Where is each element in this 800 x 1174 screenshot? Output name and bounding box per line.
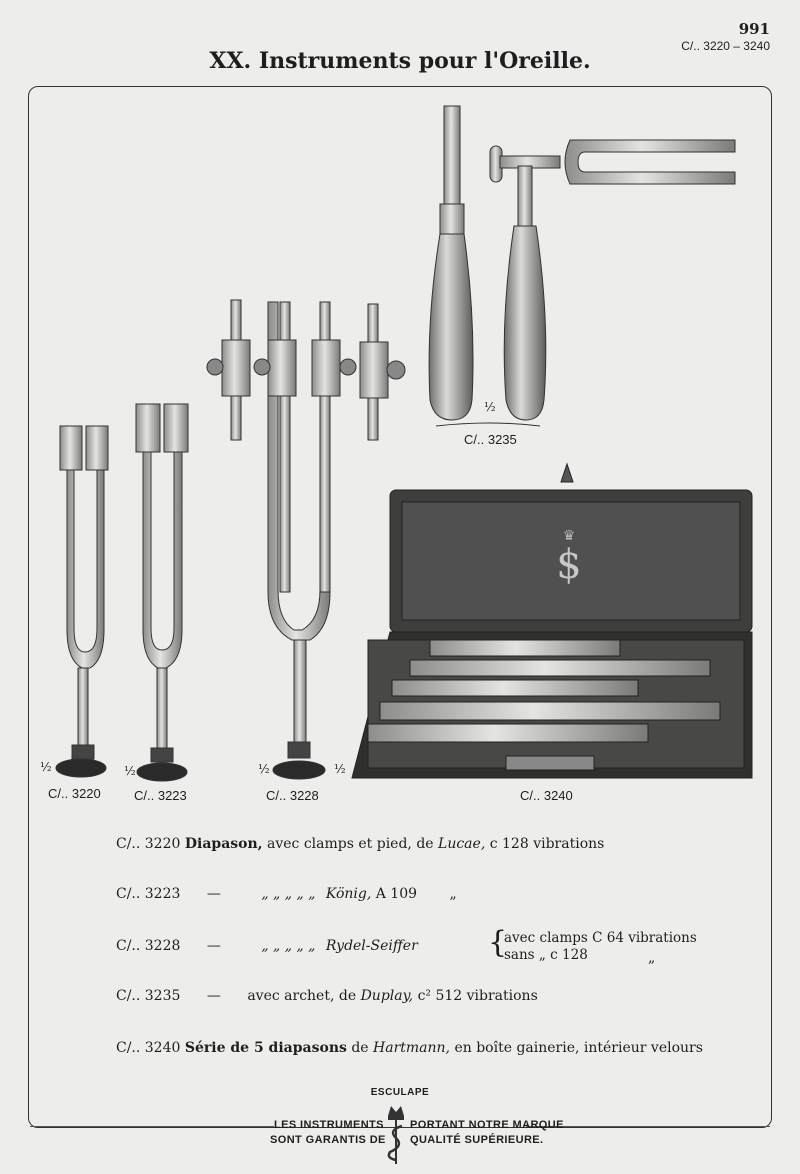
tuning-fork-3228	[254, 302, 356, 779]
tuning-fork-3223	[136, 404, 188, 781]
caption-3235: C/.. 3235	[464, 432, 517, 447]
caption-3228: C/.. 3228	[266, 788, 319, 803]
catalog-3228-line-a: avec clamps C 64 vibrations	[504, 930, 697, 946]
catalog-entry-3228: C/.. 3228 — „ „ „ „ „ Rydel-Seiffer	[116, 938, 418, 954]
loose-clamps	[207, 300, 405, 440]
page-title: XX. Instruments pour l'Oreille.	[209, 48, 591, 74]
catalog-entry-3240: C/.. 3240 Série de 5 diapasons de Hartmann, en boîte gainerie, intérieur velours	[116, 1040, 703, 1056]
half-scale-mark: ½	[484, 400, 496, 414]
footer-brand: ESCULAPE	[370, 1087, 430, 1098]
caption-3223: C/.. 3223	[134, 788, 187, 803]
catalog-3228-ditto-end: „	[648, 950, 656, 966]
half-scale-mark: ½	[40, 760, 52, 774]
fork-case-3240	[352, 464, 752, 778]
page-reference-range: C/.. 3220 – 3240	[681, 39, 770, 53]
footer-left-line1: LES INSTRUMENTS	[274, 1119, 384, 1131]
tuning-fork-3220	[56, 426, 108, 777]
svg-text:♛: ♛	[562, 528, 576, 544]
caption-3240: C/.. 3240	[520, 788, 573, 803]
crown-serpent-logo	[382, 1102, 410, 1168]
half-scale-mark: ½	[258, 762, 270, 776]
caption-3220: C/.. 3220	[48, 786, 101, 801]
svg-text:$: $	[556, 542, 582, 588]
footer-right-line1: PORTANT NOTRE MARQUE	[410, 1119, 564, 1131]
page-number: 991	[738, 20, 770, 38]
half-scale-mark: ½	[334, 762, 346, 776]
fork-with-bow-3235	[429, 106, 735, 426]
footer-left-line2: SONT GARANTIS DE	[270, 1134, 386, 1146]
footer-rule-left	[30, 1126, 274, 1127]
catalog-3228-line-b: sans „ c 128	[504, 947, 588, 963]
brace: {	[488, 925, 508, 960]
catalog-entry-3235: C/.. 3235 — avec archet, de Duplay, c² 512 vibrations	[116, 988, 538, 1004]
catalog-entry-3223: C/.. 3223 — „ „ „ „ „ König, A 109 „	[116, 886, 457, 902]
half-scale-mark: ½	[124, 764, 136, 778]
catalog-entry-3220: C/.. 3220 Diapason, avec clamps et pied, de Lucae, c 128 vibrations	[116, 836, 605, 852]
footer-right-line2: QUALITÉ SUPÉRIEURE.	[410, 1134, 544, 1146]
